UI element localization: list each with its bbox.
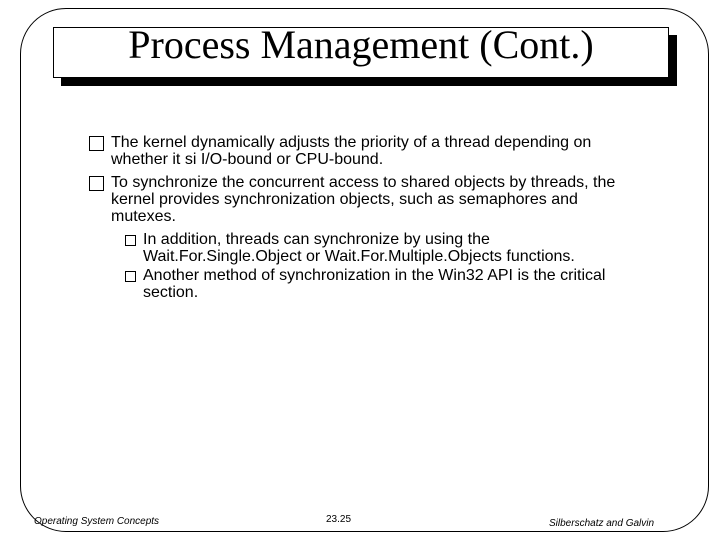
bullet-text: The kernel dynamically adjusts the priority of a thread depending on whether it si I/O-bound or CPU-bound.: [111, 134, 592, 168]
footer-book-title: Operating System Concepts: [34, 516, 160, 527]
hollow-square-icon: [89, 176, 104, 191]
title-box: [53, 21, 669, 78]
footer-page-number: 23.25: [326, 514, 352, 525]
footer-authors: Silberschatz and Galvin: [549, 518, 655, 529]
slide-title: Process Management (Cont.): [128, 21, 594, 67]
slide-content: [86, 134, 646, 303]
hollow-square-icon: [125, 235, 136, 246]
bullet-item: [86, 174, 646, 225]
sub-bullet-item: [86, 231, 646, 265]
sub-bullet-text: Another method of synchronization in the Win32 API is the critical section.: [143, 267, 606, 301]
bullet-item: [86, 134, 646, 168]
sub-bullet-text: In addition, threads can synchronize by using the Wait.For.Single.Object or Wait.For.Multiple.Objects functions.: [143, 231, 575, 265]
bullet-text: To synchronize the concurrent access to shared objects by threads, the kernel provides synchronization objects, such as semaphores and mutexes.: [111, 174, 616, 225]
hollow-square-icon: [125, 271, 136, 282]
sub-bullet-item: [86, 267, 646, 301]
hollow-square-icon: [89, 136, 104, 151]
